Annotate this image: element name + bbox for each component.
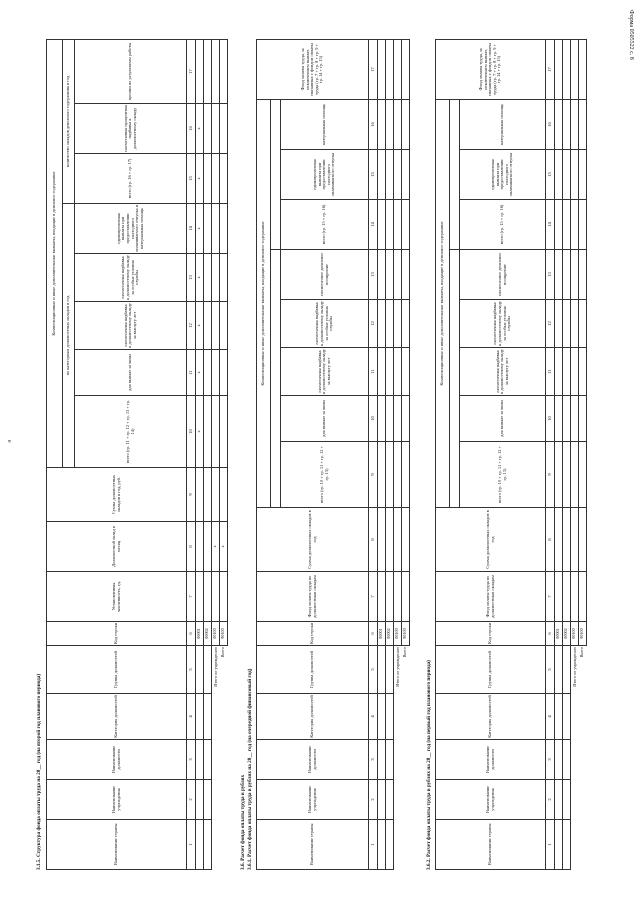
s1-h-c17: премии по результатам работы [75, 39, 187, 103]
s1-num: 14 [187, 204, 196, 254]
s1-h-col6: Код строки [47, 622, 187, 646]
section2-subtitle: 3.6.1. Расчет фонда оплаты труда в рублях на 20__ год (на очередной финансовый год) [247, 668, 253, 870]
x-mark: x [196, 396, 204, 468]
s3-num: 12 [546, 300, 555, 348]
s1-h-c13: ежемесячная надбавка к должностному окладу за особые условия службы [75, 254, 187, 302]
s2-h-c16: материальная помощь [281, 99, 369, 149]
s2-num: 3 [369, 740, 378, 780]
s3-h-c17: Фонд оплаты труда, за исключением выплат, связанных с фондом оплаты труда (гр. 7 + гр. 8 + гр. 9 + гр. 14 + гр. 15) [436, 39, 546, 99]
s1-num: 6 [187, 622, 196, 646]
row-code: 90100 [579, 622, 587, 646]
s1-num: 5 [187, 646, 196, 694]
s2-h-col8: Сумма должностных окладов в год [257, 508, 369, 572]
s3-num: 17 [546, 39, 555, 99]
s3-h-c14: всего (гр. 15 + гр. 16) [460, 200, 546, 250]
row-code: 00100 [394, 622, 402, 646]
s2-h-group: Компенсационные и иные дополнительные выплаты, входящие в денежное содержание [257, 99, 271, 507]
total-institution-label: Итого по учреждению [394, 647, 400, 687]
x-mark: x [196, 254, 204, 302]
s1-h-c10: всего (гр. 11 + гр. 12 + гр. 13 + гр. 14) [75, 396, 187, 468]
s2-num: 2 [369, 780, 378, 820]
s3-h-c10: для выплат за чины [460, 396, 546, 442]
s3-num: 2 [546, 780, 555, 820]
s1-num: 12 [187, 302, 196, 350]
s3-h-col1: Наименование страны [436, 820, 546, 870]
table-row [386, 39, 394, 869]
s1-h-col2: Наименование учреждения [47, 780, 187, 820]
s3-number-row [546, 39, 555, 869]
s1-num: 3 [187, 740, 196, 780]
s1-h-col8: Должностной оклад в месяц [47, 522, 187, 572]
row-code: 00100 [212, 622, 220, 646]
section2-title: 3.6. Расчет фонда оплаты труда в рублях [240, 774, 246, 870]
s1-num: 13 [187, 254, 196, 302]
s3-h-col5: Группа должностей [436, 646, 546, 694]
s3-num: 9 [546, 442, 555, 508]
s2-h-c12: ежемесячная надбавка к должностному окладу за особые условия службы [281, 300, 369, 348]
table-row-total [579, 39, 587, 869]
s2-number-row [369, 39, 378, 869]
s3-num: 1 [546, 820, 555, 870]
total-label: Всего [579, 647, 585, 658]
s3-num: 8 [546, 508, 555, 572]
s3-h-c15: единовременная выплата при предоставлении ежегодного оплачиваемого отпуска [460, 150, 546, 200]
s3-h-col4: Категория должностей [436, 694, 546, 740]
section1-table [46, 39, 228, 870]
s1-num: 7 [187, 572, 196, 622]
s1-num: 2 [187, 780, 196, 820]
table-row-total-institution [394, 39, 402, 869]
section3-table [435, 39, 587, 870]
s2-h-col7: Фонд оплаты труда по должностным окладам [257, 572, 369, 622]
s3-num: 3 [546, 740, 555, 780]
s1-num: 8 [187, 522, 196, 572]
s2-h-c10: для выплат за чины [281, 396, 369, 442]
row-code: 00100 [571, 622, 579, 646]
s1-h-c14: единовременная выплата при предоставлении ежегодного оплачиваемого отпуска и материальная помощь [75, 204, 187, 254]
s3-num: 15 [546, 150, 555, 200]
section2-table [256, 39, 410, 870]
s1-h-col9: Сумма должностных окладов в год, руб. [47, 468, 187, 522]
s1-h-c11: для выплат за чины [75, 350, 187, 396]
s1-h-group: Компенсационные и иные дополнительные выплаты, входящие в денежное содержание [47, 39, 63, 467]
s3-h-c11: ежемесячная надбавка к должностному окладу за выслугу лет [460, 348, 546, 396]
row-code: 00001 [378, 622, 386, 646]
table-row [378, 39, 386, 869]
s1-num: 15 [187, 154, 196, 204]
table-row-total-institution [212, 39, 220, 869]
rotated-content [34, 33, 612, 878]
s1-num: 16 [187, 104, 196, 154]
s1-num: 17 [187, 39, 196, 103]
s1-h-c16: ежемесячная процентная надбавка к должностному окладу [75, 104, 187, 154]
row-code: 90100 [402, 622, 410, 646]
s2-h-c13: ежемесячное денежное поощрение [281, 250, 369, 300]
s2-num: 13 [369, 250, 378, 300]
s3-h-c16: материальная помощь [460, 99, 546, 149]
s2-num: 10 [369, 396, 378, 442]
s2-num: 4 [369, 694, 378, 740]
row-code: 00001 [555, 622, 563, 646]
table-row-total [220, 39, 228, 869]
s2-num: 17 [369, 39, 378, 99]
total-institution-label: Итого по учреждению [212, 647, 218, 687]
s2-h-col3: Наименование должности [257, 740, 369, 780]
s2-num: 11 [369, 348, 378, 396]
s1-h-col4: Категория должностей [47, 694, 187, 740]
s3-num: 6 [546, 622, 555, 646]
s1-h-sub1: по категориям должностных окладов в год [63, 204, 75, 468]
section3-title: 3.6.2. Расчет фонда оплаты труда в рублях на 20__ год (на первый год планового периода) [426, 660, 432, 870]
total-label: Всего [402, 647, 408, 658]
s1-h-c12: ежемесячная надбавка к должностному окладу за выслугу лет [75, 302, 187, 350]
x-mark: x [212, 522, 220, 572]
form-code: Форма 0505522 с. 8 [628, 10, 634, 60]
row-code: 00002 [563, 622, 571, 646]
x-mark: x [220, 522, 228, 572]
table-row [196, 39, 204, 869]
s1-h-c15: всего (гр. 16 + гр. 17) [75, 154, 187, 204]
row-code: 00002 [386, 622, 394, 646]
s2-num: 8 [369, 508, 378, 572]
s1-number-row [187, 39, 196, 869]
s2-h-col1: Наименование страны [257, 820, 369, 870]
s1-h-col1: Наименование страны [47, 820, 187, 870]
s2-h-c15: единовременная выплата при предоставлении ежегодного оплачиваемого отпуска [281, 150, 369, 200]
s3-num: 11 [546, 348, 555, 396]
s1-h-sub2: количество окладов денежного содержания в год [63, 39, 75, 203]
x-mark: x [196, 350, 204, 396]
s3-h-c13: ежемесячное денежное поощрение [460, 250, 546, 300]
total-institution-label: Итого по учреждению [571, 647, 577, 687]
s1-h-col3: Наименование должности [47, 740, 187, 780]
table-row [555, 39, 563, 869]
s2-h-c17: Фонд оплаты труда, за исключением выплат, связанных с фондом оплаты труда (гр. 7 + гр. 8 + гр. 9 + гр. 14 + гр. 15) [257, 39, 369, 99]
s3-num: 5 [546, 646, 555, 694]
s3-num: 7 [546, 572, 555, 622]
x-mark: x [196, 302, 204, 350]
s2-h-c9: всего (гр. 10 + гр. 11 + гр. 12 + гр. 13) [281, 442, 369, 508]
row-code: 90100 [220, 622, 228, 646]
s3-h-col7: Фонд оплаты труда по должностным окладам [436, 572, 546, 622]
s3-num: 10 [546, 396, 555, 442]
page-mark: е [6, 440, 12, 443]
table-row [204, 39, 212, 869]
s2-num: 15 [369, 150, 378, 200]
table-row-total-institution [571, 39, 579, 869]
s3-h-c12: ежемесячная надбавка к должностному окладу за особые условия службы [460, 300, 546, 348]
s2-num: 12 [369, 300, 378, 348]
s3-num: 13 [546, 250, 555, 300]
s2-h-c11: ежемесячная надбавка к должностному окладу за выслугу лет [281, 348, 369, 396]
s1-num: 9 [187, 468, 196, 522]
section1-title: 3.1.5. Структура фонда оплаты труда на 20__ год (на второй год планового периода) [36, 673, 42, 870]
s1-h-col5: Группа должностей [47, 646, 187, 694]
x-mark: x [196, 154, 204, 204]
total-label: Всего [220, 647, 226, 658]
s1-num: 11 [187, 350, 196, 396]
x-mark: x [196, 204, 204, 254]
table-row-total [402, 39, 410, 869]
s3-h-col8: Сумма должностных окладов в год [436, 508, 546, 572]
s3-h-col2: Наименование учреждения [436, 780, 546, 820]
s3-h-c9: всего (гр. 10 + гр. 11 + гр. 12 + гр. 13) [460, 442, 546, 508]
s3-h-col6: Код строки [436, 622, 546, 646]
s2-h-c14: всего (гр. 15 + гр. 16) [281, 200, 369, 250]
s2-num: 9 [369, 442, 378, 508]
s2-num: 1 [369, 820, 378, 870]
s3-num: 14 [546, 200, 555, 250]
s2-h-col5: Группа должностей [257, 646, 369, 694]
s2-h-col4: Категория должностей [257, 694, 369, 740]
s2-num: 16 [369, 99, 378, 149]
s1-num: 1 [187, 820, 196, 870]
s2-h-col6: Код строки [257, 622, 369, 646]
table-row [563, 39, 571, 869]
x-mark: x [196, 104, 204, 154]
s1-h-col7: Установленная численность, ед. [47, 572, 187, 622]
row-code: 00002 [204, 622, 212, 646]
s2-h-col2: Наименование учреждения [257, 780, 369, 820]
s3-h-col3: Наименование должности [436, 740, 546, 780]
row-code: 00001 [196, 622, 204, 646]
s2-num: 6 [369, 622, 378, 646]
s2-num: 5 [369, 646, 378, 694]
s1-num: 10 [187, 396, 196, 468]
s1-num: 4 [187, 694, 196, 740]
s3-num: 4 [546, 694, 555, 740]
s3-num: 16 [546, 99, 555, 149]
s2-num: 14 [369, 200, 378, 250]
s2-num: 7 [369, 572, 378, 622]
s3-h-group: Компенсационные и иные дополнительные выплаты, входящие в денежное содержание [436, 99, 450, 507]
